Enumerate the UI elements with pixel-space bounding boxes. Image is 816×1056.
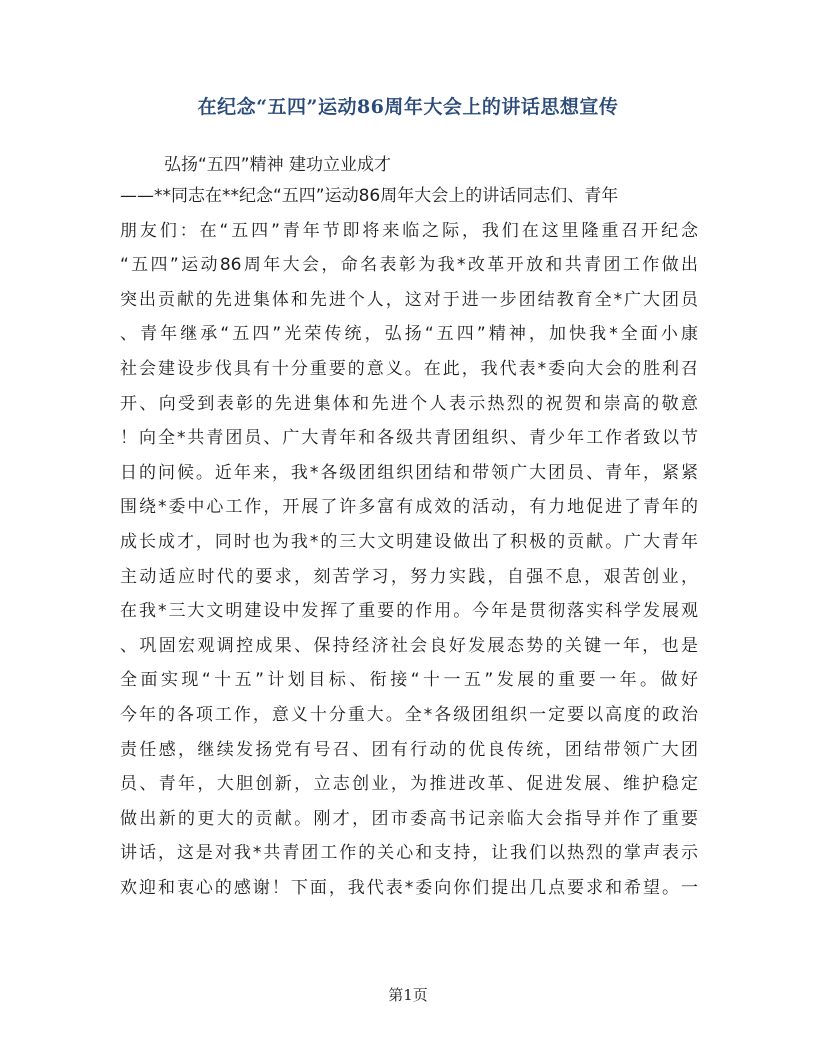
body-line: ！向全*共青团员、广大青年和各级共青团组织、青少年工作者致以节 xyxy=(120,428,698,449)
body-line: 责任感，继续发扬党有号召、团有行动的优良传统，团结带领广大团 xyxy=(120,739,698,760)
body-line: 员、青年，大胆创新，立志创业，为推进改革、促进发展、维护稳定 xyxy=(120,774,698,795)
body-line: 做出新的更大的贡献。刚才，团市委高书记亲临大会指导并作了重要 xyxy=(120,808,698,829)
body-line: 社会建设步伐具有十分重要的意义。在此，我代表*委向大会的胜利召 xyxy=(120,358,698,379)
body-line: 今年的各项工作，意义十分重大。全*各级团组织一定要以高度的政治 xyxy=(120,704,698,725)
document-body xyxy=(120,179,698,905)
body-line: 全面实现“十五”计划目标、衔接“十一五”发展的重要一年。做好 xyxy=(120,670,698,691)
body-line: 朋友们：在“五四”青年节即将来临之际，我们在这里隆重召开纪念 xyxy=(120,220,698,241)
body-line: 围绕*委中心工作，开展了许多富有成效的活动，有力地促进了青年的 xyxy=(120,497,698,518)
body-line: 讲话，这是对我*共青团工作的关心和支持，让我们以热烈的掌声表示 xyxy=(120,843,698,864)
body-line: 日的问候。近年来，我*各级团组织团结和带领广大团员、青年，紧紧 xyxy=(120,462,698,483)
body-line: 欢迎和衷心的感谢！下面，我代表*委向你们提出几点要求和希望。一 xyxy=(120,877,698,898)
body-line: 在我*三大文明建设中发挥了重要的作用。今年是贯彻落实科学发展观 xyxy=(120,601,698,622)
page-number: 第1页 xyxy=(388,986,428,1004)
body-line: ——**同志在**纪念“五四”运动86周年大会上的讲话同志们、青年 xyxy=(120,186,619,206)
body-line: 成长成才，同时也为我*的三大文明建设做出了积极的贡献。广大青年 xyxy=(120,531,698,552)
body-line: 主动适应时代的要求，刻苦学习，努力实践，自强不息，艰苦创业， xyxy=(120,566,698,587)
document-subtitle: 弘扬“五四”精神 建功立业成才 xyxy=(164,155,392,175)
body-line: 开、向受到表彰的先进集体和先进个人表示热烈的祝贺和崇高的敬意 xyxy=(120,393,698,414)
body-line: “五四”运动86周年大会，命名表彰为我*改革开放和共青团工作做出 xyxy=(120,255,698,276)
document-title: 在纪念“五四”运动86周年大会上的讲话思想宣传 xyxy=(197,96,619,118)
body-line: 突出贡献的先进集体和先进个人，这对于进一步团结教育全*广大团员 xyxy=(120,289,698,310)
body-line: 、巩固宏观调控成果、保持经济社会良好发展态势的关键一年，也是 xyxy=(120,635,698,656)
body-line: 、青年继承“五四”光荣传统，弘扬“五四”精神，加快我*全面小康 xyxy=(120,324,698,345)
